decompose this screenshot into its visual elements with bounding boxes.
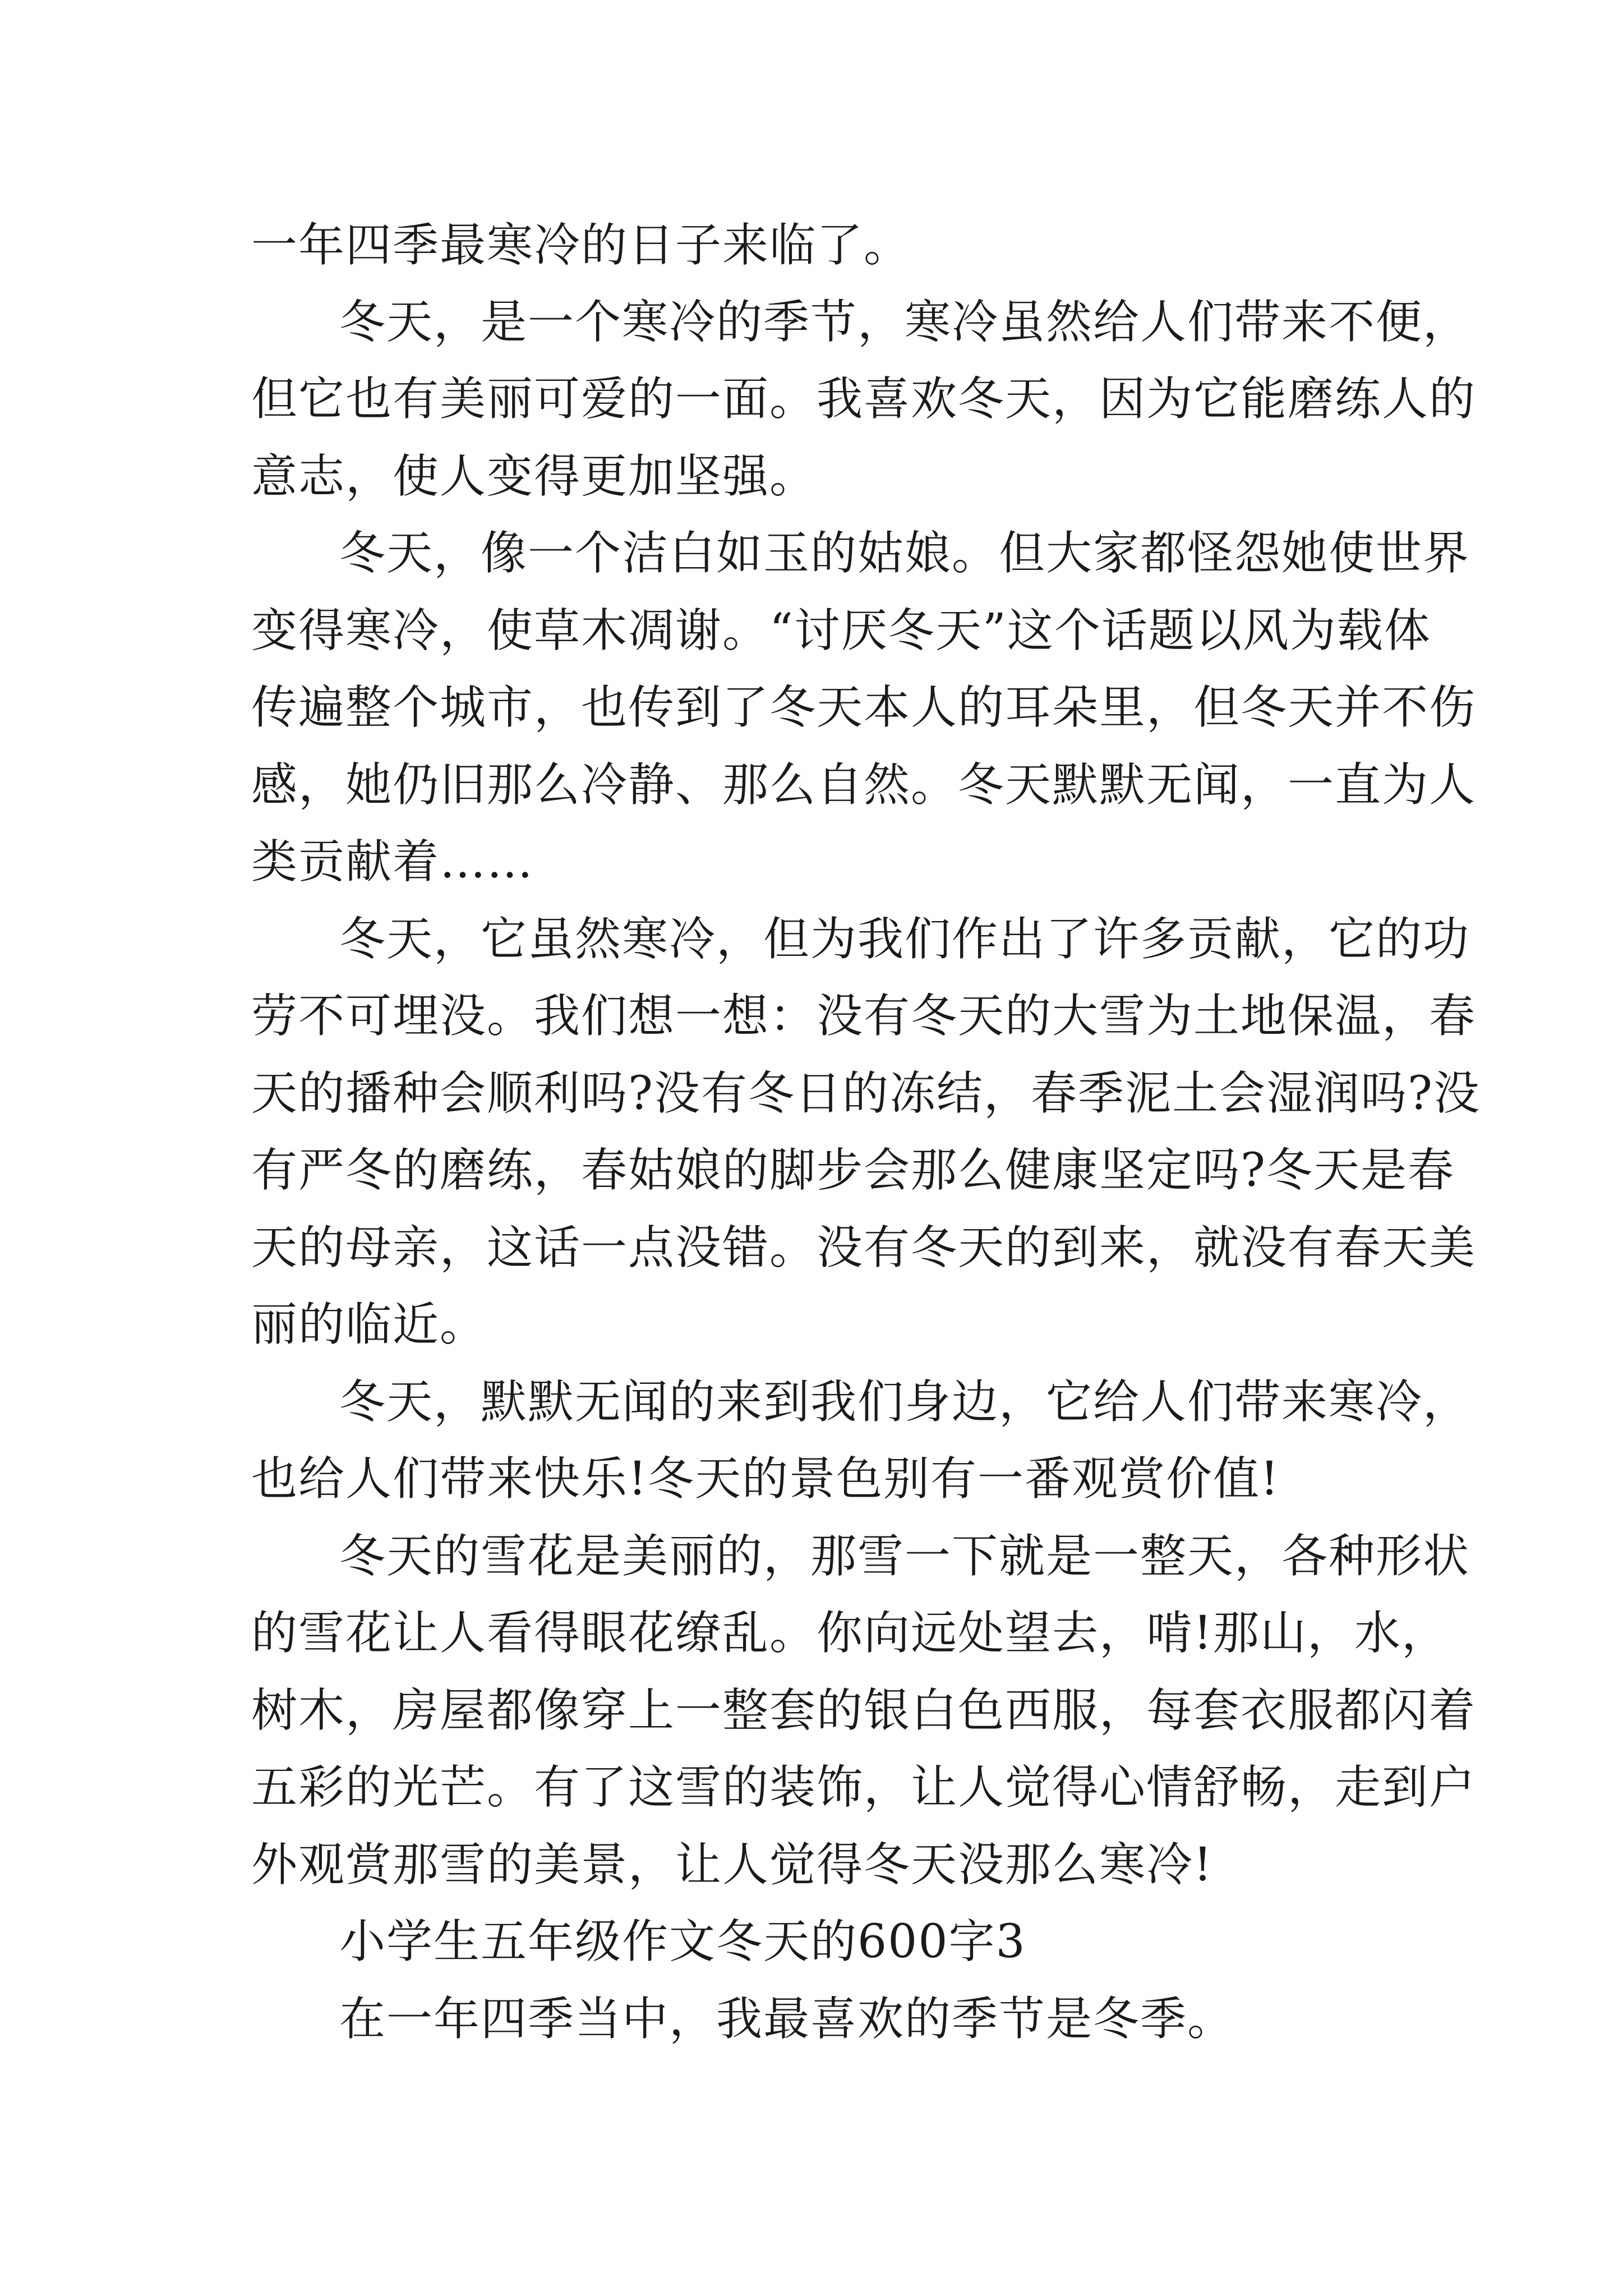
text-line-4: 意志，使人变得更加坚强。 [251,450,817,503]
text-line-16: 冬天，默默无闻的来到我们身边，它给人们带来寒冷， [339,1375,1470,1429]
text-line-19: 的雪花让人看得眼花缭乱。你向远处望去，啃!那山，水， [251,1607,1449,1660]
text-line-14: 天的母亲，这话一点没错。没有冬天的到来，就没有春天美 [251,1221,1477,1274]
text-line-17: 也给人们带来快乐!冬天的景色别有一番观赏价值! [251,1452,1280,1506]
text-line-3: 但它也有美丽可爱的一面。我喜欢冬天，因为它能磨练人的 [251,372,1477,426]
text-line-9: 类贡献着…… [251,835,534,889]
section-heading: 小学生五年级作文冬天的600字3 [339,1915,1026,1968]
text-line-7: 传遍整个城市，也传到了冬天本人的耳朵里，但冬天并不伤 [251,681,1477,734]
text-line-2: 冬天，是一个寒冷的季节，寒冷虽然给人们带来不便， [339,296,1470,349]
text-line-24: 在一年四季当中，我最喜欢的季节是冬季。 [339,1993,1235,2046]
text-line-22: 外观赏那雪的美景，让人觉得冬天没那么寒冷! [251,1838,1213,1892]
text-line-5: 冬天，像一个洁白如玉的姑娘。但大家都怪怨她使世界 [339,527,1470,580]
text-line-8: 感，她仍旧那么冷静、那么自然。冬天默默无闻，一直为人 [251,758,1477,812]
text-line-18: 冬天的雪花是美丽的，那雪一下就是一整天，各种形状 [339,1530,1470,1583]
text-line-6: 变得寒冷，使草木凋谢。“讨厌冬天”这个话题以风为载体 [251,604,1431,657]
text-line-20: 树木，房屋都像穿上一整套的银白色西服，每套衣服都闪着 [251,1684,1477,1737]
text-line-11: 劳不可埋没。我们想一想：没有冬天的大雪为土地保温，春 [251,990,1477,1043]
text-line-13: 有严冬的磨练，春姑娘的脚步会那么健康坚定吗?冬天是春 [251,1144,1455,1197]
text-line-21: 五彩的光芒。有了这雪的装饰，让人觉得心情舒畅，走到户 [251,1761,1477,1814]
text-line-15: 丽的临近。 [251,1298,487,1351]
text-line-1: 一年四季最寒冷的日子来临了。 [251,219,911,272]
text-line-10: 冬天，它虽然寒冷，但为我们作出了许多贡献，它的功 [339,913,1470,966]
text-line-12: 天的播种会顺利吗?没有冬日的冻结，春季泥土会湿润吗?没 [251,1067,1481,1120]
